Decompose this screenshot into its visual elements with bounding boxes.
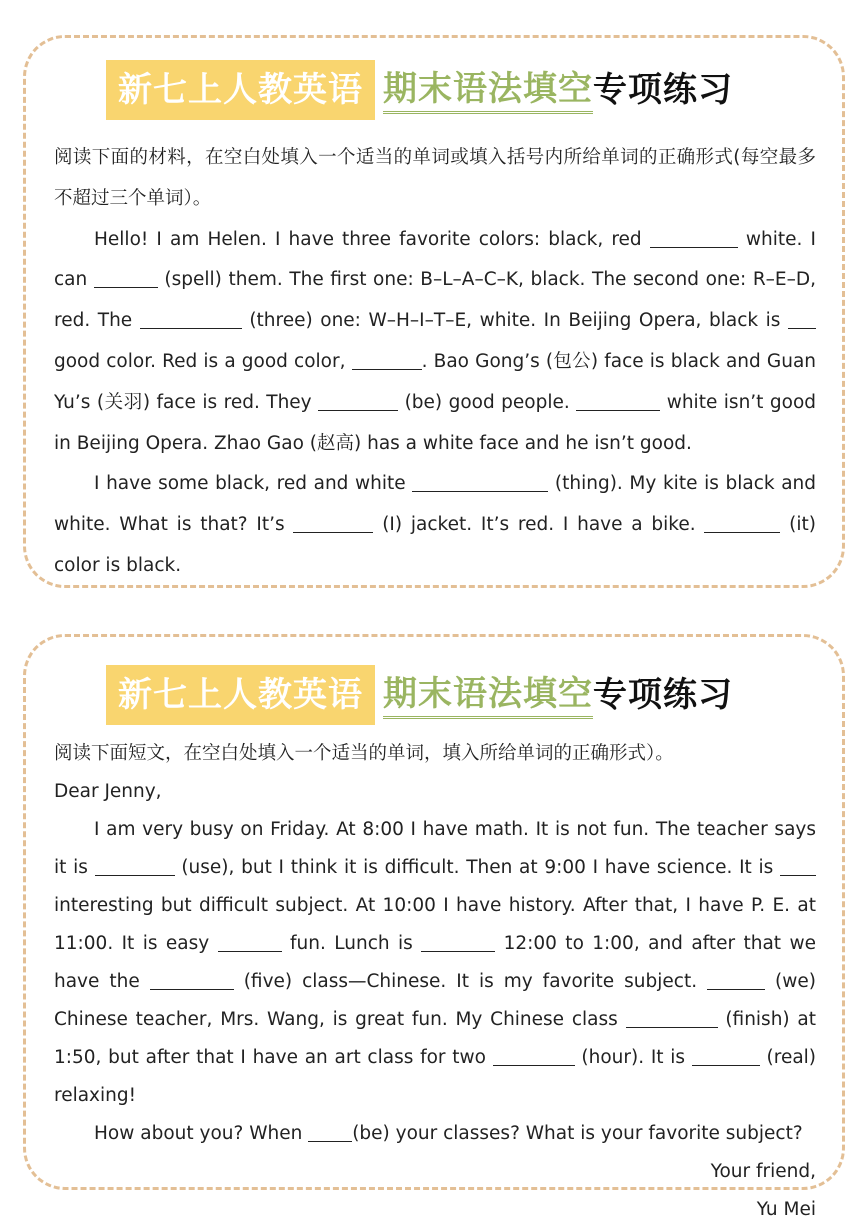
- blank[interactable]: [493, 1045, 575, 1066]
- blank[interactable]: [308, 1121, 352, 1142]
- blank[interactable]: [421, 931, 495, 952]
- instruction: 阅读下面短文，在空白处填入一个适当的单词，填入所给单词的正确形式）。: [54, 743, 674, 764]
- card-body: [54, 138, 816, 587]
- paragraph-2: I have some black, red and white (thing). My kite is black and white. What is that? It’s (I) jacket. It’s red. I have a bike. (it) color is black.: [54, 464, 816, 586]
- blank[interactable]: [293, 512, 373, 533]
- title-black: 专项练习: [593, 675, 733, 715]
- instruction: 阅读下面的材料，在空白处填入一个适当的单词或填入括号内所给单词的正确形式(每空最多不超过三个单词）。: [54, 147, 816, 209]
- exercise-card-2: [23, 634, 845, 1220]
- blank[interactable]: [412, 471, 548, 492]
- blank[interactable]: [692, 1045, 760, 1066]
- blank[interactable]: [650, 226, 738, 247]
- blank[interactable]: [704, 512, 780, 533]
- title-green: 期末语法填空: [383, 67, 593, 114]
- blank[interactable]: [218, 931, 282, 952]
- card-body: [54, 735, 816, 1229]
- blank[interactable]: [576, 389, 660, 410]
- title-green: 期末语法填空: [383, 672, 593, 719]
- card-title: [106, 665, 733, 725]
- blank[interactable]: [780, 855, 816, 876]
- blank[interactable]: [788, 308, 816, 329]
- title-black: 专项练习: [593, 70, 733, 110]
- salutation: Dear Jenny,: [54, 781, 162, 802]
- card-title: [106, 60, 733, 120]
- paragraph-1: I am very busy on Friday. At 8:00 I have math. It is not fun. The teacher says it is (use), but I think it is difficult. Then at 9:00 I have science. It is interesting but difficult subject. At 10:00 I have history. After that, I have P. E. at 11:00. It is easy fun. Lunch is 12:00 to 1:00, and after that we have the (five) class—Chinese. It is my favorite subject. (we) Chinese teacher, Mrs. Wang, is great fun. My Chinese class (finish) at 1:50, but after that I have an art class for two (hour). It is (real) relaxing!: [54, 819, 817, 1106]
- blank[interactable]: [94, 267, 158, 288]
- signature: Yu Mei: [756, 1199, 816, 1220]
- blank[interactable]: [95, 855, 175, 876]
- blank[interactable]: [318, 389, 398, 410]
- blank[interactable]: [707, 969, 765, 990]
- blank[interactable]: [140, 308, 242, 329]
- exercise-card-1: [23, 35, 845, 588]
- title-highlight: 新七上人教英语: [106, 665, 375, 725]
- blank[interactable]: [150, 969, 234, 990]
- blank[interactable]: [352, 349, 422, 370]
- closing: Your friend,: [710, 1161, 816, 1182]
- paragraph-1: Hello! I am Helen. I have three favorite colors: black, red white. I can (spell) them. The first one: B–L–A–C–K, black. The second one: R–E–D, red. The (three) one: W–H–I–T–E, white. In Beijing Opera, black is good color. Red is a good color, . Bao Gong’s (包公) face is black and Guan Yu’s (关羽) face is red. They (be) good people. white isn’t good in Beijing Opera. Zhao Gao (赵高) has a white face and he isn’t good.: [54, 220, 816, 465]
- title-highlight: 新七上人教英语: [106, 60, 375, 120]
- blank[interactable]: [626, 1007, 718, 1028]
- paragraph-2: How about you? When (be) your classes? What is your favorite subject?: [54, 1115, 816, 1153]
